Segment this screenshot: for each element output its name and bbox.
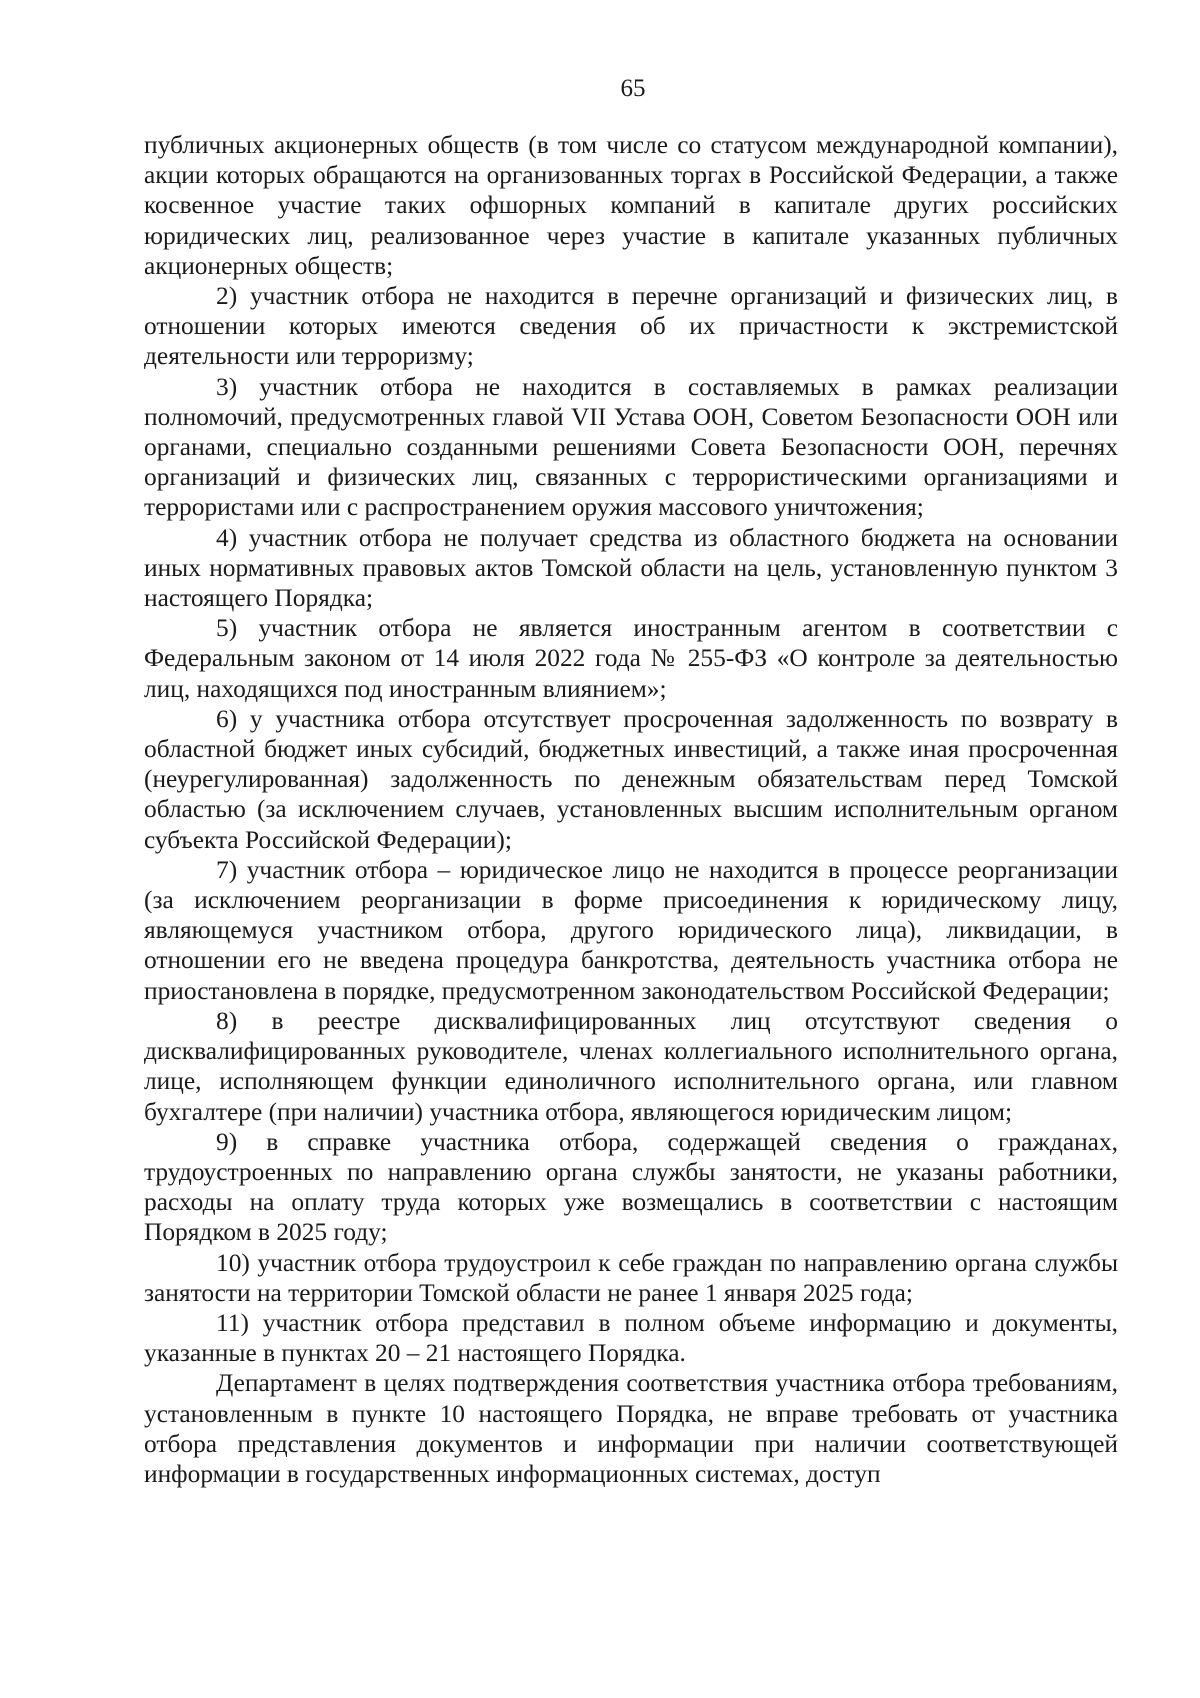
paragraph-item-5: 5) участник отбора не является иностранным агентом в соответствии с Федеральным законом от 14 июля 2022 года № 255-ФЗ «О контроле за деятельностью лиц, находящихся под иностранным влиянием»;	[144, 614, 1118, 703]
page-number: 65	[620, 75, 646, 102]
paragraph-item-10: 10) участник отбора трудоустроил к себе граждан по направлению органа службы занятости на территории Томской области не ранее 1 января 2025 года;	[144, 1248, 1118, 1307]
paragraph-department: Департамент в целях подтверждения соответствия участника отбора требованиям, установленным в пункте 10 настоящего Порядка, не вправе требовать от участника отбора представления документов и информации при наличии соответствующей информации в государственных информационных системах, доступ	[144, 1369, 1118, 1488]
paragraph-item-8: 8) в реестре дисквалифицированных лиц отсутствуют сведения о дисквалифицированных руководителе, членах коллегиального исполнительного органа, лице, исполняющем функции единоличного исполнительного органа, или главном бухгалтере (при наличии) участника отбора, являющегося юридическим лицом;	[144, 1006, 1118, 1126]
paragraph-continuation: публичных акционерных обществ (в том числе со статусом международной компании), акции которых обращаются на организованных торгах в Российской Федерации, а также косвенное участие таких офшорных компаний в капитале других российских юридических лиц, реализованное через участие в капитале указанных публичных акционерных обществ;	[144, 131, 1118, 280]
paragraph-item-3: 3) участник отбора не находится в составляемых в рамках реализации полномочий, предусмотренных главой VII Устава ООН, Советом Безопасности ООН или органами, специально созданными решениями Совета Безопасности ООН, перечнях организаций и физических лиц, связанных с террористическими организациями и террористами или с распространением оружия массового уничтожения;	[144, 372, 1118, 522]
paragraph-item-9: 9) в справке участника отбора, содержащей сведения о гражданах, трудоустроенных по направлению органа службы занятости, не указаны работники, расходы на оплату труда которых уже возмещались в соответствии с настоящим Порядком в 2025 году;	[144, 1127, 1118, 1247]
paragraph-item-4: 4) участник отбора не получает средства из областного бюджета на основании иных нормативных правовых актов Томской области на цель, установленную пунктом 3 настоящего Порядка;	[144, 523, 1118, 613]
paragraph-item-2: 2) участник отбора не находится в перечне организаций и физических лиц, в отношении которых имеются сведения об их причастности к экстремистской деятельности или терроризму;	[144, 282, 1118, 371]
paragraph-item-7: 7) участник отбора – юридическое лицо не находится в процессе реорганизации (за исключением реорганизации в форме присоединения к юридическому лицу, являющемуся участником отбора, другого юридического лица), ликвидации, в отношении его не введена процедура банкротства, деятельность участника отбора не приостановлена в порядке, предусмотренном законодательством Российской Федерации;	[144, 855, 1118, 1005]
document-body	[144, 130, 1118, 1489]
paragraph-item-11: 11) участник отбора представил в полном объеме информацию и документы, указанные в пунктах 20 – 21 настоящего Порядка.	[144, 1308, 1118, 1368]
paragraph-item-6: 6) у участника отбора отсутствует просроченная задолженность по возврату в областной бюджет иных субсидий, бюджетных инвестиций, а также иная просроченная (неурегулированная) задолженность по денежным обязательствам перед Томской областью (за исключением случаев, установленных высшим исполнительным органом субъекта Российской Федерации);	[144, 704, 1118, 854]
